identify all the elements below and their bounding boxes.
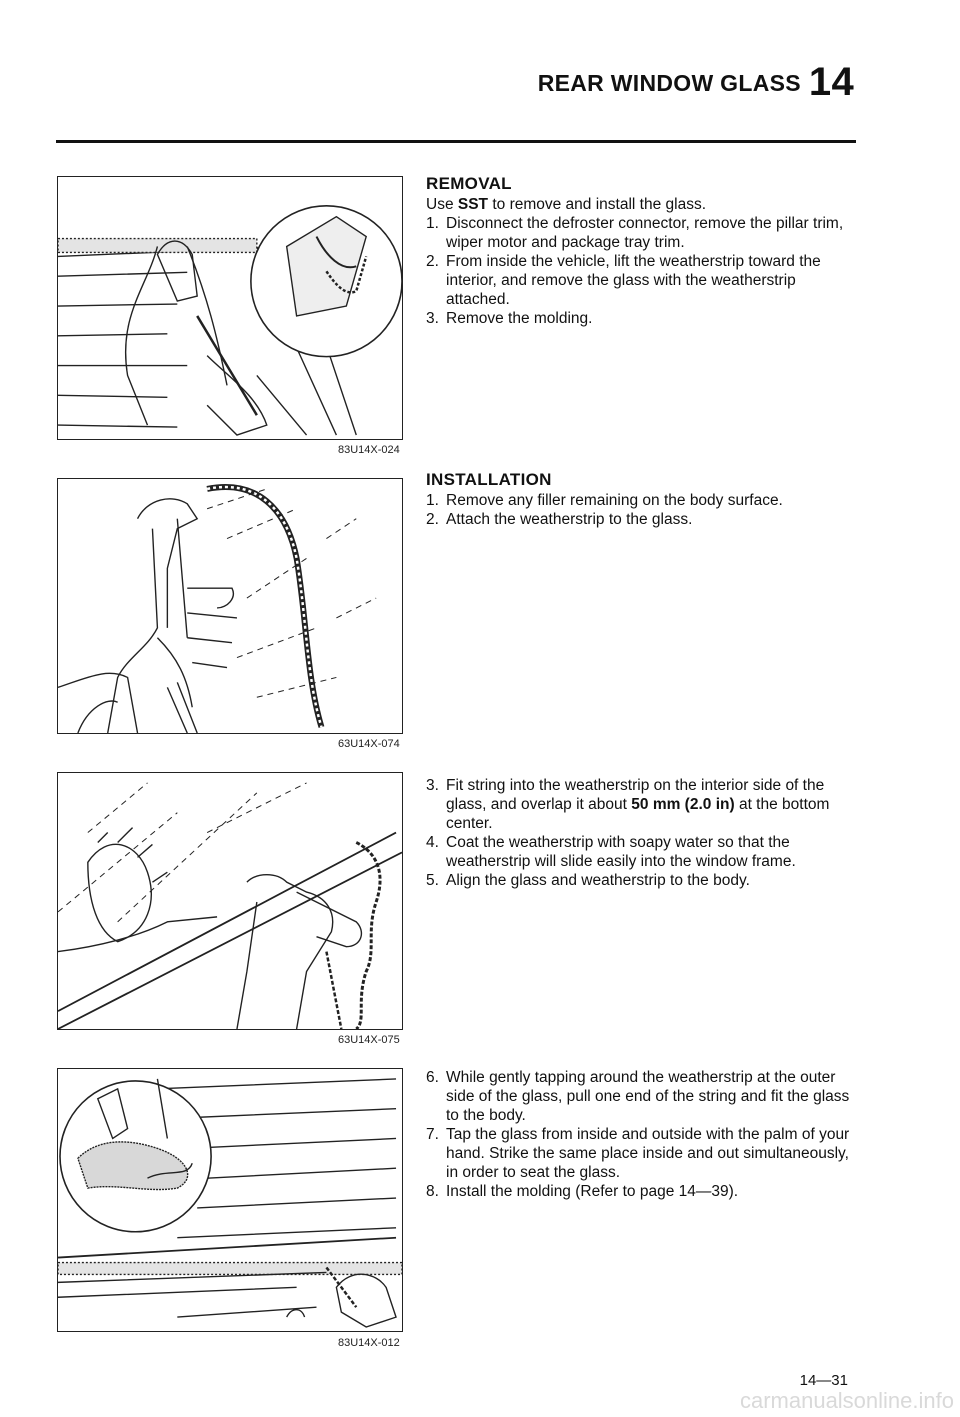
figure-fit-string	[57, 772, 403, 1030]
step-item: 5. Align the glass and weatherstrip to the body.	[426, 872, 750, 889]
illustration-attach-weatherstrip	[58, 479, 402, 733]
step-item: 2. From inside the vehicle, lift the weatherstrip toward the interior, and remove the glass with the weatherstrip attached.	[426, 253, 821, 308]
installation-steps-b	[426, 776, 856, 890]
removal-heading: REMOVAL	[426, 174, 512, 193]
step-item: 8. Install the molding (Refer to page 14—39).	[426, 1183, 739, 1200]
watermark: carmanualsonline.info	[739, 1388, 954, 1413]
figure-seat-glass	[57, 1068, 403, 1332]
figure-code: 83U14X-024	[338, 444, 400, 456]
illustration-molding-removal	[58, 177, 402, 439]
overlap-measurement: 50 mm (2.0 in)	[631, 796, 735, 813]
installation-steps-c	[426, 1068, 856, 1201]
removal-section	[426, 174, 856, 328]
installation-heading: INSTALLATION	[426, 470, 552, 489]
figure-code: 63U14X-075	[338, 1034, 400, 1046]
figure-attach-weatherstrip	[57, 478, 403, 734]
sst-label: SST	[457, 196, 489, 213]
section-number: 14	[808, 60, 854, 104]
step-item: 4. Coat the weatherstrip with soapy water so that the weatherstrip will slide easily into the window frame.	[426, 834, 796, 870]
header-title: REAR WINDOW GLASS	[537, 70, 801, 96]
page-header	[538, 60, 854, 105]
illustration-fit-string	[58, 773, 402, 1029]
illustration-seat-glass	[58, 1069, 402, 1331]
page-number: 14—31	[799, 1372, 848, 1389]
figure-code: 63U14X-074	[338, 738, 400, 750]
step-item: 1. Disconnect the defroster connector, remove the pillar trim, wiper motor and package tray trim.	[426, 215, 844, 251]
installation-section	[426, 470, 856, 529]
installation-steps-a	[426, 491, 856, 529]
step-item: 6. While gently tapping around the weatherstrip at the outer side of the glass, pull one end of the string and fit the glass to the body.	[426, 1069, 850, 1124]
removal-intro: Use SST to remove and install the glass.	[426, 196, 707, 213]
figure-code: 83U14X-012	[338, 1337, 400, 1349]
step-item: 2. Attach the weatherstrip to the glass.	[426, 511, 693, 528]
header-rule	[56, 140, 856, 143]
step-item: 7. Tap the glass from inside and outside with the palm of your hand. Strike the same place inside and out simultaneously, in order to seat the glass.	[426, 1126, 850, 1181]
step-item: 3. Fit string into the weatherstrip on the interior side of the glass, and overlap it about 50 mm (2.0 in) at the bottom center.	[426, 777, 830, 832]
removal-steps	[426, 214, 856, 328]
step-item: 1. Remove any filler remaining on the body surface.	[426, 492, 783, 509]
figure-molding-removal	[57, 176, 403, 440]
step-item: 3. Remove the molding.	[426, 310, 593, 327]
